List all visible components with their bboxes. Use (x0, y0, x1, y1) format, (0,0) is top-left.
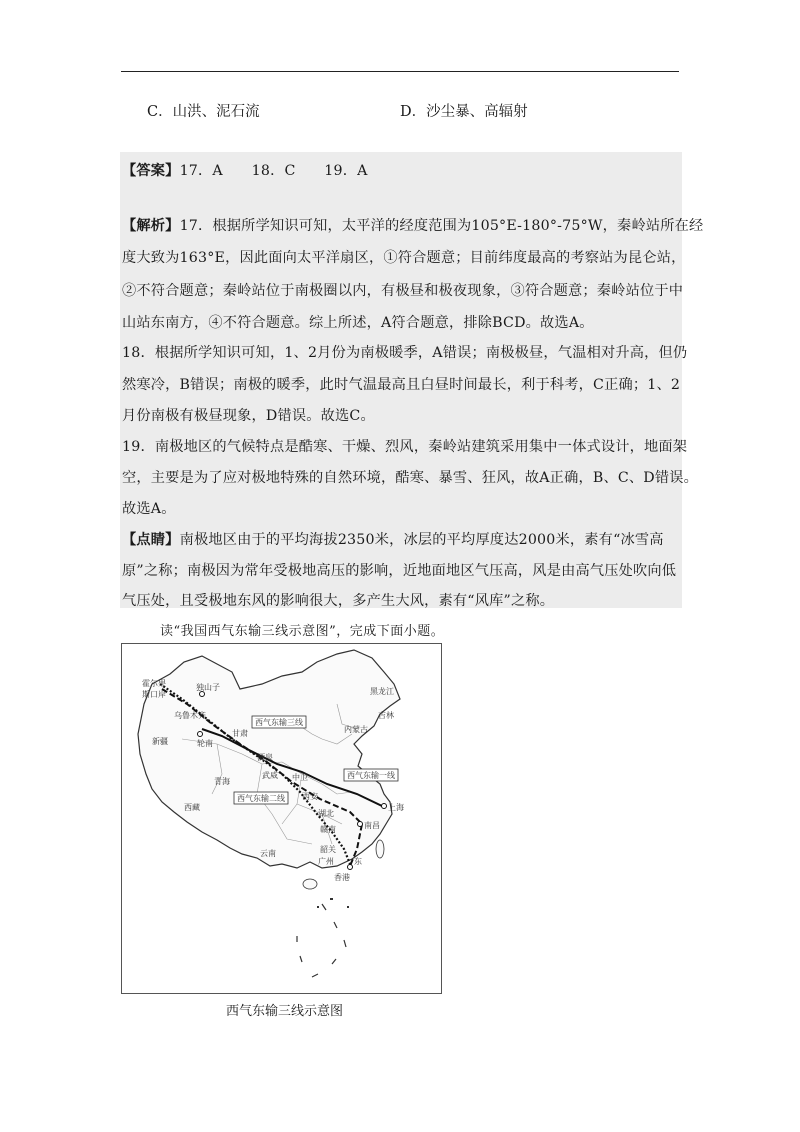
label-guangzhou: 广州 (318, 857, 334, 866)
analysis-line-10: 故选A。 (122, 501, 176, 517)
analysis-line-3: ②不符合题意；秦岭站位于南极圈以内，有极昼和极夜现象，③符合题意；秦岭站位于中 (122, 283, 684, 299)
analysis-text: 17．根据所学知识可知，太平洋的经度范围为105°E-180°-75°W，秦岭站所在经 (179, 218, 704, 234)
analysis-line-2: 度大致为163°E，因此面向太平洋扇区，①符合题意；目前纬度最高的考察站为昆仑站， (122, 250, 686, 266)
nanchang-dot (358, 822, 363, 827)
label-wuwei: 武威 (262, 771, 278, 780)
pipeline-map (121, 643, 442, 994)
analysis-line-9: 空，主要是为了应对极地特殊的自然环境，酷寒、暴雪、狂风，故A正确，B、C、D错误。 (122, 470, 699, 486)
label-dushanzi: 独山子 (196, 683, 220, 692)
tip-line-1 (122, 529, 664, 549)
taiwan-island (376, 840, 384, 858)
label-heilongjiang: 黑龙江 (370, 687, 394, 696)
tip-tag: 【点睛】 (122, 532, 180, 548)
urumqi-dot (200, 692, 205, 697)
analysis-line-5: 18．根据所学知识可知，1、2月份为南极暖季，A错误；南极极昼，气温相对升高，但仍 (122, 345, 688, 361)
tip-text: 南极地区由于的平均海拔2350米，冰层的平均厚度达2000米，素有“冰雪高 (179, 532, 664, 548)
label-urumqi: 乌鲁木齐 (174, 711, 206, 720)
label-xinjiang: 新疆 (152, 737, 168, 746)
label-khorgos-2: 斯口岸 (142, 690, 166, 699)
answer-line (122, 160, 368, 180)
label-nanchang: 南昌 (364, 821, 380, 830)
label-xizang: 西藏 (184, 803, 200, 812)
label-hongkong: 香港 (334, 873, 350, 882)
hainan-island (303, 879, 317, 889)
label-lunnan: 轮南 (197, 739, 213, 748)
label-jiuquan: 酒泉 (257, 753, 273, 762)
label-ganzhou: 赣南 (320, 825, 336, 834)
tip-line-3: 气压处，且受极地东风的影响很大，多产生大风，素有“风库”之称。 (122, 593, 555, 609)
guangzhou-dot (348, 865, 353, 870)
label-qinghai: 青海 (214, 777, 230, 786)
top-rule (121, 71, 679, 72)
china-map-svg (122, 644, 441, 993)
label-yunnan: 云南 (260, 849, 276, 858)
south-china-sea-dashes (297, 904, 346, 977)
option-d: D．沙尘暴、高辐射 (400, 104, 528, 120)
map-caption: 西气东输三线示意图 (226, 1004, 344, 1019)
label-shaoguan: 韶关 (320, 845, 336, 854)
label-shanghai: 上海 (388, 803, 404, 812)
analysis-line-1 (122, 215, 703, 235)
label-neimenggu: 内蒙古 (344, 725, 368, 734)
answer-tag: 【答案】 (122, 163, 180, 179)
label-hubei: 湖北 (318, 809, 334, 818)
lunnan-dot (198, 732, 203, 737)
label-khorgos: 霍尔果 (142, 679, 166, 688)
label-line1: 西气东输一线 (347, 771, 395, 780)
analysis-line-4: 山站东南方，④不符合题意。综上所述，A符合题意，排除BCD。故选A。 (122, 315, 594, 331)
question-instruction: 读“我国西气东输三线示意图”，完成下面小题。 (160, 624, 445, 639)
label-line2: 西气东输二线 (237, 794, 285, 803)
label-jilin: 吉林 (378, 711, 394, 720)
analysis-line-8: 19．南极地区的气候特点是酷寒、干燥、烈风，秦岭站建筑采用集中一体式设计，地面架 (122, 439, 688, 455)
label-xian: 西安 (302, 792, 318, 801)
analysis-line-6: 然寒冷，B错误；南极的暖季，此时气温最高且白昼时间最长，利于科考，C正确；1、2 (122, 377, 681, 393)
label-guangdong: 东 (354, 857, 362, 866)
analysis-line-7: 月份南极有极昼现象，D错误。故选C。 (122, 408, 375, 424)
label-gansu: 甘肃 (232, 729, 248, 738)
answer-text: 17．A 18．C 19．A (179, 163, 368, 179)
tip-line-2: 原”之称；南极因为常年受极地高压的影响，近地面地区气压高，风是由高气压处吹向低 (122, 563, 677, 579)
label-line3: 西气东输三线 (255, 718, 303, 727)
shanghai-dot (382, 804, 387, 809)
south-china-sea-islands (330, 898, 333, 900)
analysis-tag: 【解析】 (122, 218, 180, 234)
option-c: C．山洪、泥石流 (147, 104, 260, 120)
label-zhongwei: 中卫 (292, 773, 308, 782)
